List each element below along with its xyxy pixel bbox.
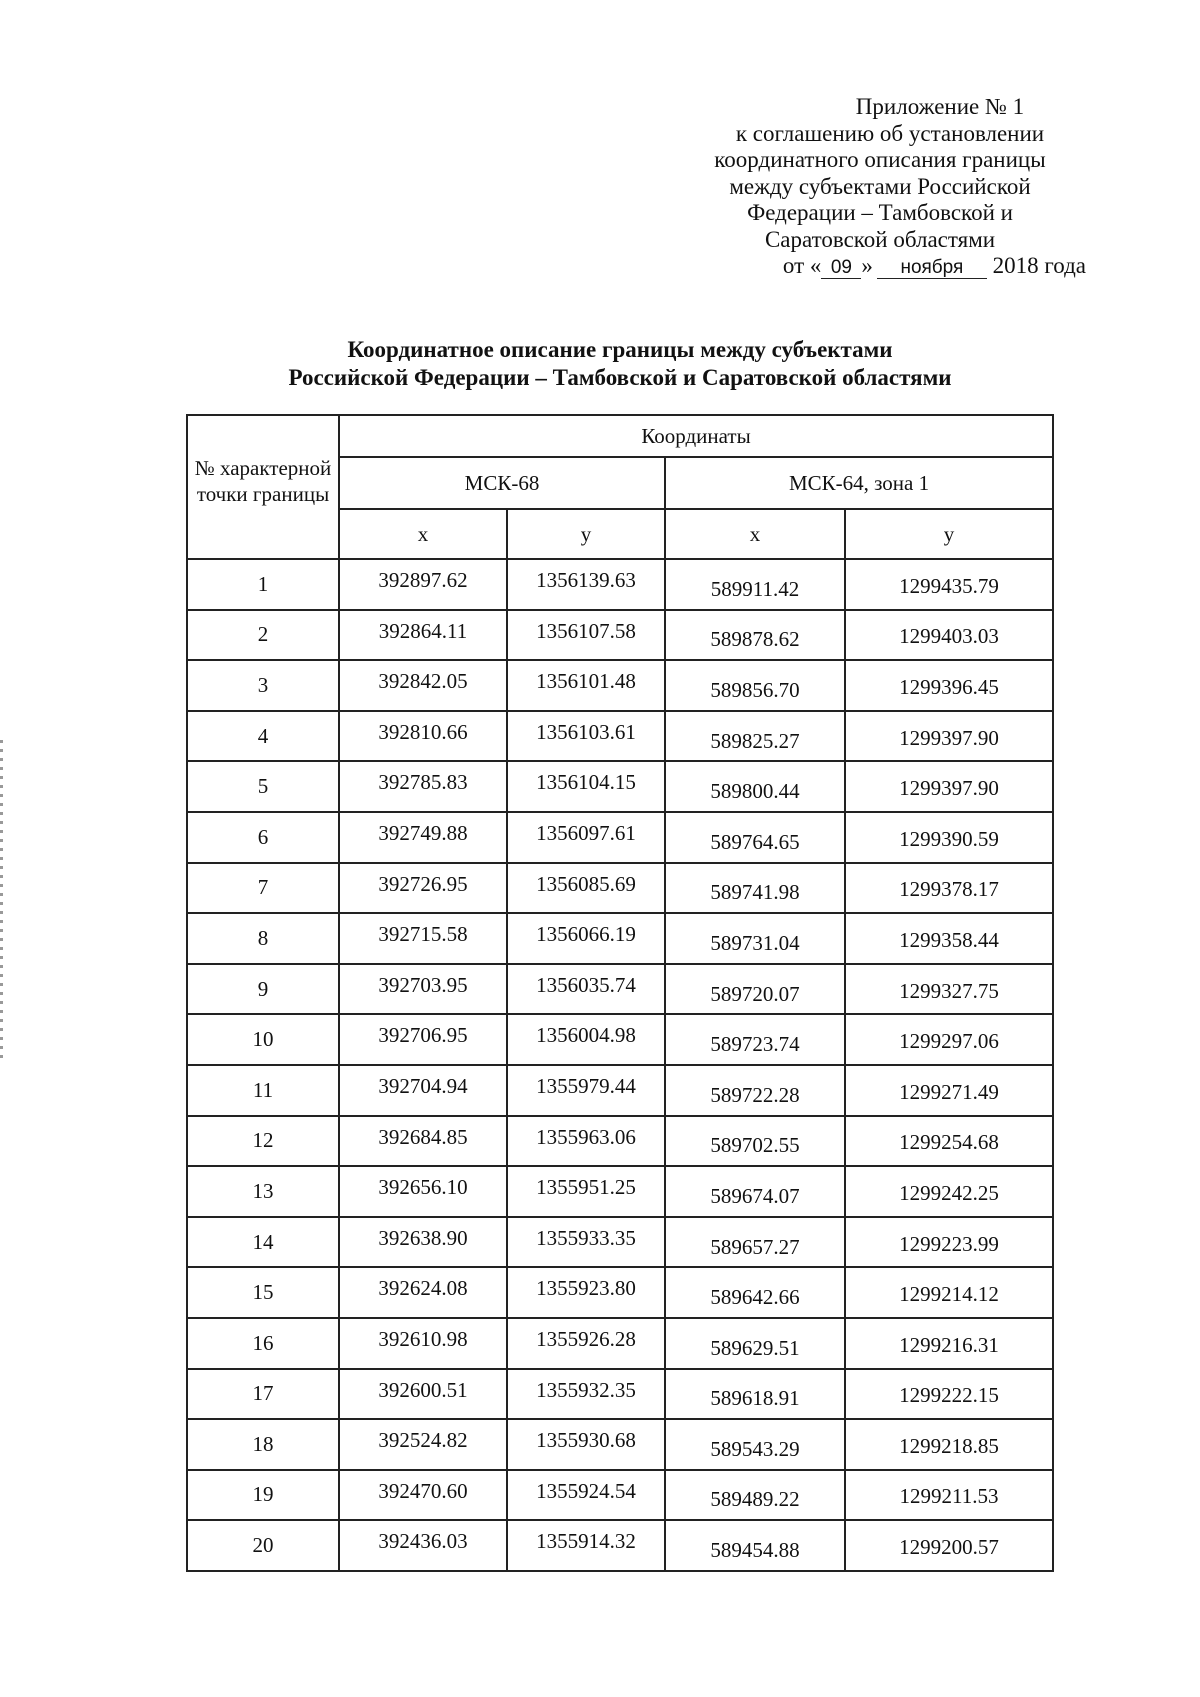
point-number-cell: 3 <box>187 660 339 711</box>
msk68-y-cell: 1356103.61 <box>507 711 665 762</box>
table-row <box>187 1369 1053 1420</box>
msk64-x-cell: 589489.22 <box>665 1470 845 1521</box>
table-row <box>187 1267 1053 1318</box>
table-body <box>187 559 1053 1571</box>
msk68-y-cell: 1355924.54 <box>507 1470 665 1521</box>
table-row <box>187 1166 1053 1217</box>
point-number-cell: 8 <box>187 913 339 964</box>
table-row <box>187 863 1053 914</box>
table-row <box>187 1217 1053 1268</box>
annex-number: Приложение № 1 <box>855 94 1025 119</box>
msk64-x-cell: 589878.62 <box>665 610 845 661</box>
msk68-y-cell: 1356104.15 <box>507 761 665 812</box>
msk64-x-cell: 589674.07 <box>665 1166 845 1217</box>
msk68-x-cell: 392436.03 <box>339 1520 507 1571</box>
msk64-x-cell: 589629.51 <box>665 1318 845 1369</box>
msk68-x-cell: 392638.90 <box>339 1217 507 1268</box>
msk68-y-cell: 1356085.69 <box>507 863 665 914</box>
table-row <box>187 1470 1053 1521</box>
msk68-y-cell: 1355923.80 <box>507 1267 665 1318</box>
msk68-y-cell: 1355933.35 <box>507 1217 665 1268</box>
msk68-x-cell: 392704.94 <box>339 1065 507 1116</box>
date-mid: » <box>861 253 873 278</box>
msk64-y-cell: 1299223.99 <box>845 1217 1053 1268</box>
point-number-cell: 6 <box>187 812 339 863</box>
msk68-x-cell: 392600.51 <box>339 1369 507 1420</box>
header-coordinates: Координаты <box>339 415 1053 457</box>
header-msk68-y: y <box>507 509 665 559</box>
msk68-y-cell: 1355914.32 <box>507 1520 665 1571</box>
msk64-y-cell: 1299378.17 <box>845 863 1053 914</box>
point-number-cell: 11 <box>187 1065 339 1116</box>
msk68-y-cell: 1356107.58 <box>507 610 665 661</box>
table-row <box>187 1065 1053 1116</box>
msk64-x-cell: 589720.07 <box>665 964 845 1015</box>
point-number-cell: 5 <box>187 761 339 812</box>
msk68-y-cell: 1356066.19 <box>507 913 665 964</box>
msk64-y-cell: 1299211.53 <box>845 1470 1053 1521</box>
point-number-cell: 16 <box>187 1318 339 1369</box>
point-number-cell: 1 <box>187 559 339 610</box>
point-number-cell: 19 <box>187 1470 339 1521</box>
table-row <box>187 1014 1053 1065</box>
point-number-cell: 7 <box>187 863 339 914</box>
msk68-x-cell: 392726.95 <box>339 863 507 914</box>
msk68-y-cell: 1355930.68 <box>507 1419 665 1470</box>
msk64-x-cell: 589856.70 <box>665 660 845 711</box>
table-row <box>187 1116 1053 1167</box>
msk68-x-cell: 392470.60 <box>339 1470 507 1521</box>
msk64-y-cell: 1299358.44 <box>845 913 1053 964</box>
msk68-x-cell: 392706.95 <box>339 1014 507 1065</box>
date-year: 2018 года <box>992 253 1086 278</box>
point-number-cell: 17 <box>187 1369 339 1420</box>
header-msk64: МСК-64, зона 1 <box>665 457 1053 509</box>
table-row <box>187 812 1053 863</box>
annex-line-regions: Саратовской областями <box>764 226 996 252</box>
date-prefix: от « <box>782 253 822 278</box>
point-number-cell: 4 <box>187 711 339 762</box>
scan-edge-marks <box>0 740 3 1060</box>
msk68-y-cell: 1356097.61 <box>507 812 665 863</box>
table-row <box>187 964 1053 1015</box>
point-number-cell: 13 <box>187 1166 339 1217</box>
title-line-2: Российской Федерации – Тамбовской и Саратовской областями <box>288 365 952 390</box>
date-day-handwritten: 09 <box>821 258 861 279</box>
msk64-x-cell: 589618.91 <box>665 1369 845 1420</box>
msk68-y-cell: 1355963.06 <box>507 1116 665 1167</box>
msk64-y-cell: 1299271.49 <box>845 1065 1053 1116</box>
annex-line-federation: Федерации – Тамбовской и <box>747 200 1013 225</box>
table-row <box>187 1520 1053 1571</box>
msk64-y-cell: 1299390.59 <box>845 812 1053 863</box>
header-msk68: МСК-68 <box>339 457 665 509</box>
msk68-y-cell: 1356004.98 <box>507 1014 665 1065</box>
document-title <box>0 336 1200 392</box>
msk64-y-cell: 1299397.90 <box>845 761 1053 812</box>
msk68-y-cell: 1355932.35 <box>507 1369 665 1420</box>
msk68-x-cell: 392610.98 <box>339 1318 507 1369</box>
msk64-y-cell: 1299435.79 <box>845 559 1053 610</box>
table-row <box>187 913 1053 964</box>
annex-line-description: координатного описания границы <box>714 147 1046 172</box>
annex-heading <box>660 94 1100 280</box>
title-line-1: Координатное описание границы между субъектами <box>347 337 893 362</box>
msk64-x-cell: 589911.42 <box>665 559 845 610</box>
header-point-number: № характерной точки границы <box>187 415 339 559</box>
msk64-y-cell: 1299242.25 <box>845 1166 1053 1217</box>
point-number-cell: 9 <box>187 964 339 1015</box>
msk64-x-cell: 589702.55 <box>665 1116 845 1167</box>
msk68-x-cell: 392703.95 <box>339 964 507 1015</box>
msk64-y-cell: 1299254.68 <box>845 1116 1053 1167</box>
msk64-x-cell: 589454.88 <box>665 1520 845 1571</box>
msk64-x-cell: 589800.44 <box>665 761 845 812</box>
msk68-x-cell: 392842.05 <box>339 660 507 711</box>
msk64-y-cell: 1299403.03 <box>845 610 1053 661</box>
msk64-x-cell: 589723.74 <box>665 1014 845 1065</box>
msk64-x-cell: 589764.65 <box>665 812 845 863</box>
msk64-y-cell: 1299200.57 <box>845 1520 1053 1571</box>
coordinates-table <box>186 414 1054 1572</box>
msk68-x-cell: 392684.85 <box>339 1116 507 1167</box>
msk68-y-cell: 1355951.25 <box>507 1166 665 1217</box>
header-msk68-x: x <box>339 509 507 559</box>
msk68-x-cell: 392897.62 <box>339 559 507 610</box>
point-number-cell: 12 <box>187 1116 339 1167</box>
msk64-x-cell: 589657.27 <box>665 1217 845 1268</box>
msk64-y-cell: 1299222.15 <box>845 1369 1053 1420</box>
msk64-x-cell: 589731.04 <box>665 913 845 964</box>
table-row <box>187 1419 1053 1470</box>
msk68-y-cell: 1356139.63 <box>507 559 665 610</box>
table-row <box>187 660 1053 711</box>
msk68-x-cell: 392864.11 <box>339 610 507 661</box>
point-number-cell: 14 <box>187 1217 339 1268</box>
msk64-x-cell: 589642.66 <box>665 1267 845 1318</box>
msk68-x-cell: 392524.82 <box>339 1419 507 1470</box>
msk68-x-cell: 392749.88 <box>339 812 507 863</box>
msk64-x-cell: 589543.29 <box>665 1419 845 1470</box>
point-number-cell: 20 <box>187 1520 339 1571</box>
msk68-y-cell: 1355926.28 <box>507 1318 665 1369</box>
msk64-y-cell: 1299327.75 <box>845 964 1053 1015</box>
point-number-cell: 2 <box>187 610 339 661</box>
msk64-y-cell: 1299396.45 <box>845 660 1053 711</box>
msk68-y-cell: 1356035.74 <box>507 964 665 1015</box>
msk64-y-cell: 1299214.12 <box>845 1267 1053 1318</box>
header-msk64-x: x <box>665 509 845 559</box>
msk68-y-cell: 1355979.44 <box>507 1065 665 1116</box>
msk68-x-cell: 392624.08 <box>339 1267 507 1318</box>
msk64-y-cell: 1299397.90 <box>845 711 1053 762</box>
point-number-cell: 18 <box>187 1419 339 1470</box>
msk68-x-cell: 392785.83 <box>339 761 507 812</box>
table-row <box>187 761 1053 812</box>
msk64-x-cell: 589825.27 <box>665 711 845 762</box>
table-row <box>187 559 1053 610</box>
msk64-x-cell: 589741.98 <box>665 863 845 914</box>
point-number-cell: 10 <box>187 1014 339 1065</box>
table-row <box>187 1318 1053 1369</box>
msk68-x-cell: 392810.66 <box>339 711 507 762</box>
msk64-y-cell: 1299218.85 <box>845 1419 1053 1470</box>
msk68-y-cell: 1356101.48 <box>507 660 665 711</box>
msk64-x-cell: 589722.28 <box>665 1065 845 1116</box>
msk68-x-cell: 392715.58 <box>339 913 507 964</box>
header-msk64-y: y <box>845 509 1053 559</box>
point-number-cell: 15 <box>187 1267 339 1318</box>
msk64-y-cell: 1299297.06 <box>845 1014 1053 1065</box>
msk68-x-cell: 392656.10 <box>339 1166 507 1217</box>
table-row <box>187 610 1053 661</box>
msk64-y-cell: 1299216.31 <box>845 1318 1053 1369</box>
table-row <box>187 711 1053 762</box>
date-month-handwritten: ноября <box>877 258 987 279</box>
annex-date <box>660 253 1100 280</box>
annex-line-subjects: между субъектами Российской <box>729 173 1031 199</box>
annex-line-agreement: к соглашению об установлении <box>735 120 1045 146</box>
